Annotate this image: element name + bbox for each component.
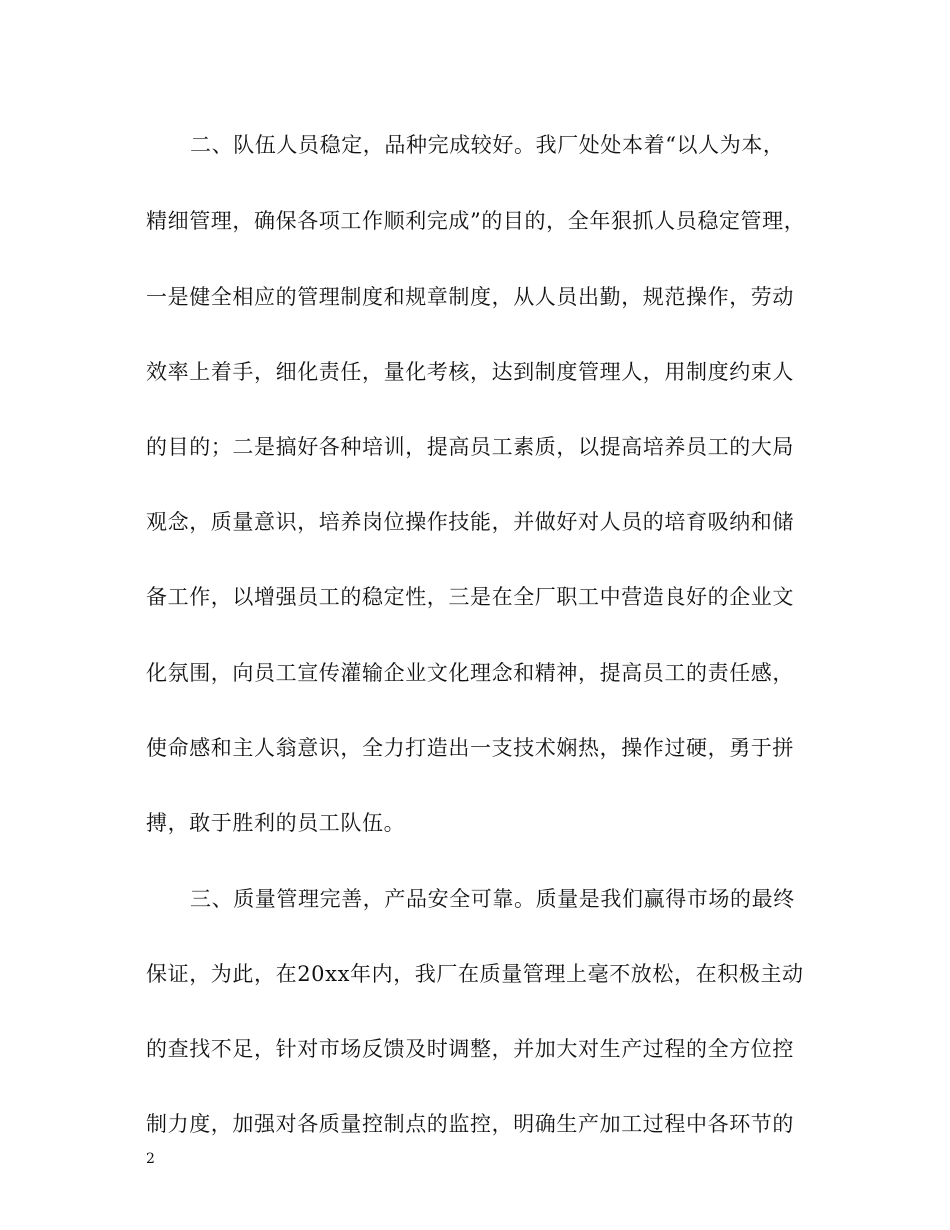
paragraph-line: 化氛围，向员工宣传灌输企业文化理念和精神，提高员工的责任感， [146,661,794,685]
paragraph-line: 精细管理，确保各项工作顺利完成”的目的，全年狠抓人员稳定管理， [146,209,806,233]
page-number: 2 [146,1151,155,1167]
paragraph-line: 搏，敢于胜利的员工队伍。 [146,811,406,835]
paragraph-line: 的查找不足，针对市场反馈及时调整，并加大对生产过程的全方位控 [146,1037,794,1061]
paragraph-line: 使命感和主人翁意识，全力打造出一支技术娴热，操作过硬，勇于拼 [146,736,794,760]
paragraph-line: 备工作，以增强员工的稳定性，三是在全厂职工中营造良好的企业文 [146,585,794,609]
paragraph-line: 一是健全相应的管理制度和规章制度，从人员出勤，规范操作，劳动 [146,285,794,309]
paragraph-line: 二、队伍人员稳定，品种完成较好。我厂处处本着“以人为本， [190,133,785,157]
paragraph-line: 制力度，加强对各质量控制点的监控，明确生产加工过程中各环节的 [146,1112,794,1136]
paragraph-line: 三、质量管理完善，产品安全可靠。质量是我们赢得市场的最终 [190,887,795,911]
paragraph-line: 观念，质量意识，培养岗位操作技能，并做好对人员的培育吸纳和储 [146,510,794,534]
paragraph-line: 保证，为此，在20xx年内，我厂在质量管理上毫不放松，在积极主动 [146,962,804,986]
paragraph-line: 效率上着手，细化责任，量化考核，达到制度管理人，用制度约束人 [146,360,794,384]
paragraph-line: 的目的；二是搞好各种培训，提高员工素质，以提高培养员工的大局 [146,435,794,459]
